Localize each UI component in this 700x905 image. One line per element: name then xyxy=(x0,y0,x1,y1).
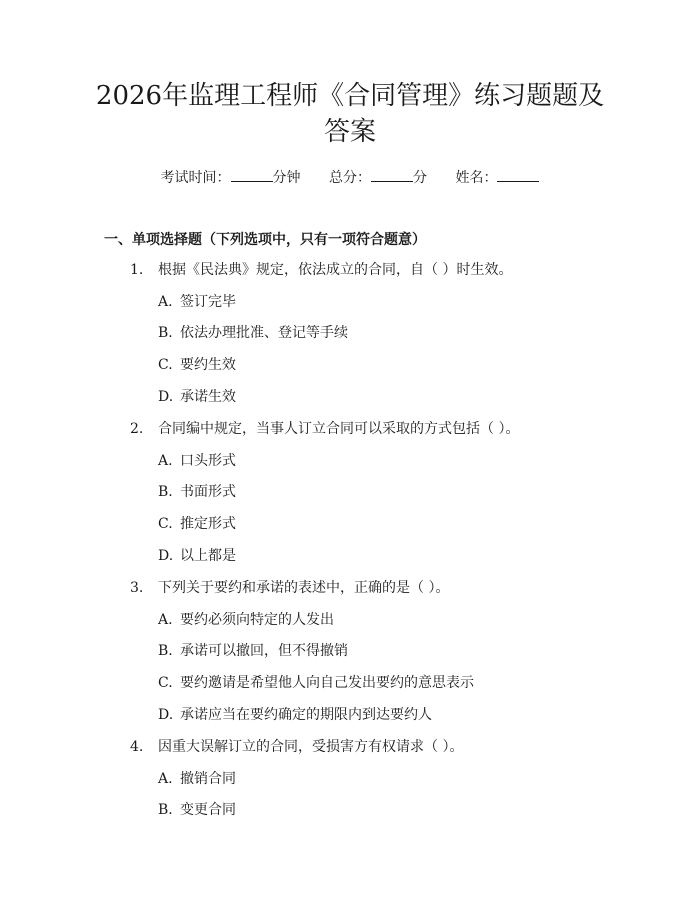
question-number: 2. xyxy=(130,421,144,437)
option-text: 承诺生效 xyxy=(180,389,236,405)
title-line-1: 2026年监理工程师《合同管理》练习题题及 xyxy=(95,81,605,111)
option-text: 要约生效 xyxy=(180,357,236,373)
option-label: A. xyxy=(158,294,173,310)
option-label: D. xyxy=(158,389,174,405)
total-score xyxy=(329,170,431,186)
option-text: 签订完毕 xyxy=(180,294,236,310)
option-label: D. xyxy=(158,707,174,723)
total-score-unit: 分 xyxy=(413,170,427,186)
total-score-blank xyxy=(371,168,413,182)
option-text: 撤销合同 xyxy=(180,771,236,787)
student-name-blank xyxy=(497,168,539,182)
option-label: A. xyxy=(158,453,173,469)
option-text: 书面形式 xyxy=(180,484,236,500)
student-name-label: 姓名： xyxy=(455,170,498,186)
option-label: A. xyxy=(158,612,173,628)
option-label: B. xyxy=(158,802,173,818)
option-text: 要约必须向特定的人发出 xyxy=(180,612,334,628)
option-text: 以上都是 xyxy=(180,548,236,564)
option-label: C. xyxy=(158,357,173,373)
exam-time xyxy=(161,170,305,186)
document-title xyxy=(80,78,620,150)
option-text: 依法办理批准、登记等手续 xyxy=(180,325,348,341)
option-label: C. xyxy=(158,516,173,532)
total-score-label: 总分： xyxy=(329,170,371,186)
question-text: 因重大误解订立的合同，受损害方有权请求（ ）。 xyxy=(158,739,464,755)
section-heading: 一、单项选择题（下列选项中，只有一项符合题意） xyxy=(104,232,426,248)
option-text: 承诺可以撤回，但不得撤销 xyxy=(180,643,348,659)
option-label: C. xyxy=(158,675,173,691)
exam-time-unit: 分钟 xyxy=(272,170,301,186)
option-label: B. xyxy=(158,325,173,341)
question-text: 下列关于要约和承诺的表述中，正确的是（ ）。 xyxy=(158,580,450,596)
student-name xyxy=(455,170,539,186)
option-text: 承诺应当在要约确定的期限内到达要约人 xyxy=(180,707,432,723)
question-number: 3. xyxy=(130,580,144,596)
exam-time-label: 考试时间： xyxy=(160,170,231,186)
option-text: 口头形式 xyxy=(180,453,236,469)
question-text: 根据《民法典》规定，依法成立的合同，自（ ）时生效。 xyxy=(158,262,513,278)
exam-meta-line xyxy=(0,168,700,188)
option-text: 推定形式 xyxy=(180,516,236,532)
exam-time-blank xyxy=(231,168,273,182)
option-text: 变更合同 xyxy=(180,802,236,818)
question-number: 4. xyxy=(130,739,144,755)
option-text: 要约邀请是希望他人向自己发出要约的意思表示 xyxy=(180,675,474,691)
question-text: 合同编中规定，当事人订立合同可以采取的方式包括（ ）。 xyxy=(158,421,520,437)
option-label: B. xyxy=(158,643,173,659)
question-number: 1. xyxy=(130,262,144,278)
option-label: A. xyxy=(158,771,173,787)
option-label: B. xyxy=(158,484,173,500)
title-line-2: 答案 xyxy=(323,117,376,147)
option-label: D. xyxy=(158,548,174,564)
